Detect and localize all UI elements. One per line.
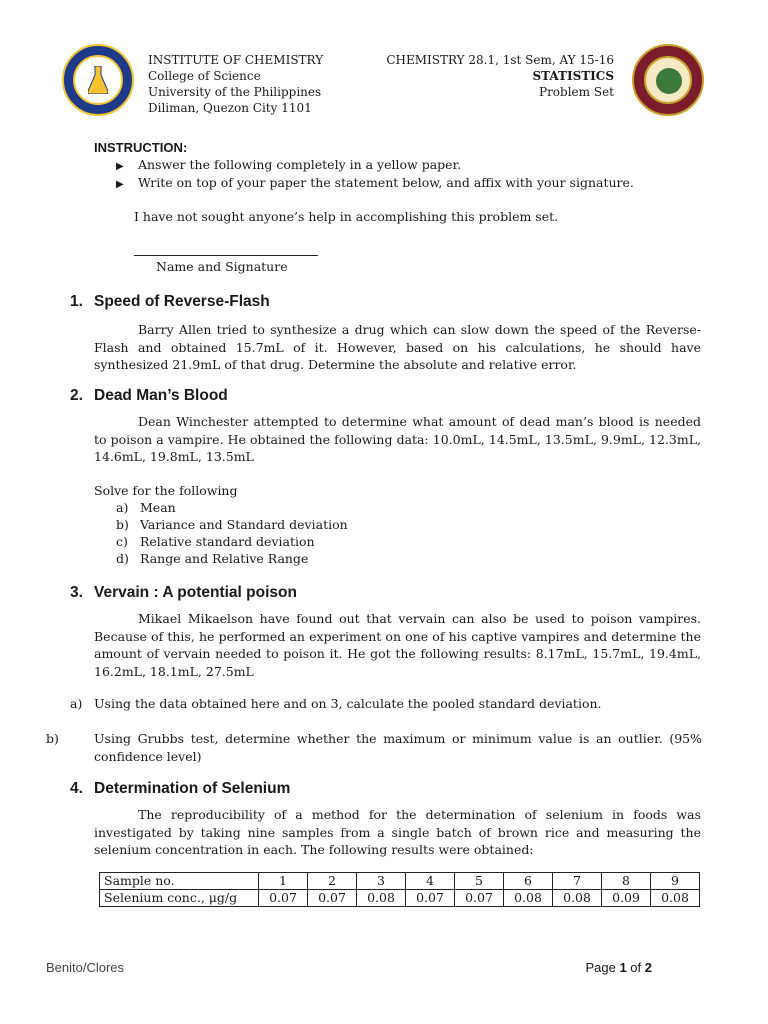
- problem-4-heading: 4. Determination of Selenium: [70, 780, 291, 797]
- institution-line: College of Science: [148, 69, 261, 83]
- table-cell: 6: [504, 873, 553, 890]
- table-cell: 2: [308, 873, 357, 890]
- table-cell: Selenium conc., μg/g: [100, 890, 259, 907]
- table-cell: 0.07: [455, 890, 504, 907]
- table-cell: 0.08: [553, 890, 602, 907]
- institution-line: University of the Philippines: [148, 85, 322, 99]
- institution-line: Diliman, Quezon City 1101: [148, 101, 312, 115]
- problem-1-text: Barry Allen tried to synthesize a drug which can slow down the speed of the Reverse-Flash and obtained 15.7mL of it. However, based on his calculations, he should have synthesized 21.9mL of that drug. Determine the absolute and relative error.: [94, 322, 701, 372]
- table-cell: 0.07: [406, 890, 455, 907]
- footer-authors: Benito/Clores: [46, 960, 125, 975]
- table-cell: 7: [553, 873, 602, 890]
- selenium-data-table: [99, 872, 700, 907]
- course-block: [386, 52, 614, 100]
- triangle-bullet-icon: ▶: [116, 161, 124, 172]
- up-centennial-logo: [632, 44, 704, 116]
- table-cell: 0.09: [602, 890, 651, 907]
- problem-3-item: a) Using the data obtained here and on 3, calculate the pooled standard deviation.: [70, 696, 602, 711]
- instruction-title: INSTRUCTION:: [94, 140, 188, 155]
- table-cell: 0.08: [357, 890, 406, 907]
- problem-2-item: d) Range and Relative Range: [116, 551, 309, 566]
- honor-statement: I have not sought anyone’s help in accomplishing this problem set.: [134, 209, 559, 224]
- table-cell: 9: [651, 873, 700, 890]
- course-title: CHEMISTRY 28.1, 1st Sem, AY 15-16: [386, 53, 614, 67]
- problem-3-text: Mikael Mikaelson have found out that vervain can also be used to poison vampires. Because of this, he performed an experiment on one of his captive vampires and determine the amount of vervain needed to poison it. He got the following results: 8.17mL, 15.7mL, 19.4mL, 16.2mL, 18.1mL, 27.5mL: [94, 611, 701, 679]
- problem-2-item: a) Mean: [116, 500, 176, 515]
- table-cell: 4: [406, 873, 455, 890]
- flask-icon: [88, 66, 108, 94]
- page-number: Page 1 of 2: [585, 960, 652, 975]
- institution-line: INSTITUTE OF CHEMISTRY: [148, 53, 324, 67]
- table-cell: 0.07: [308, 890, 357, 907]
- problem-2-item: b) Variance and Standard deviation: [116, 517, 348, 532]
- instruction-bullet: ▶ Answer the following completely in a yellow paper.: [116, 157, 462, 172]
- triangle-bullet-icon: ▶: [116, 179, 124, 190]
- problem-2-item: c) Relative standard deviation: [116, 534, 315, 549]
- table-cell: 0.08: [651, 890, 700, 907]
- problem-3-heading: 3. Vervain : A potential poison: [70, 584, 297, 601]
- table-row: [100, 890, 700, 907]
- solve-label: Solve for the following: [94, 483, 238, 498]
- signature-label: Name and Signature: [156, 259, 288, 274]
- doc-type: Problem Set: [539, 85, 614, 99]
- table-row: [100, 873, 700, 890]
- problem-2-heading: 2. Dead Man’s Blood: [70, 387, 228, 404]
- table-cell: 8: [602, 873, 651, 890]
- problem-1-heading: 1. Speed of Reverse-Flash: [70, 293, 270, 310]
- table-cell: 1: [259, 873, 308, 890]
- problem-2-text: Dean Winchester attempted to determine what amount of dead man’s blood is needed to poison a vampire. He obtained the following data: 10.0mL, 14.5mL, 13.5mL, 9.9mL, 12.3mL, 14.6mL, 19.8mL, 13.5mL: [94, 414, 701, 464]
- table-cell: Sample no.: [100, 873, 259, 890]
- problem-4-text: The reproducibility of a method for the determination of selenium in foods was investigated by taking nine samples from a single batch of brown rice and measuring the selenium concentration in each. The following results were obtained:: [94, 807, 701, 857]
- logo-emblem: [656, 68, 682, 94]
- table-cell: 3: [357, 873, 406, 890]
- signature-line: [134, 255, 318, 256]
- institute-of-chemistry-logo: [62, 44, 134, 116]
- instruction-bullet: ▶ Write on top of your paper the statement below, and affix with your signature.: [116, 175, 634, 190]
- table-cell: 0.08: [504, 890, 553, 907]
- problem-3-item: b) Using Grubbs test, determine whether the maximum or minimum value is an outlier. (95% confidence level): [46, 731, 702, 764]
- table-cell: 0.07: [259, 890, 308, 907]
- institution-block: [148, 52, 323, 116]
- table-cell: 5: [455, 873, 504, 890]
- topic-title: STATISTICS: [532, 69, 614, 83]
